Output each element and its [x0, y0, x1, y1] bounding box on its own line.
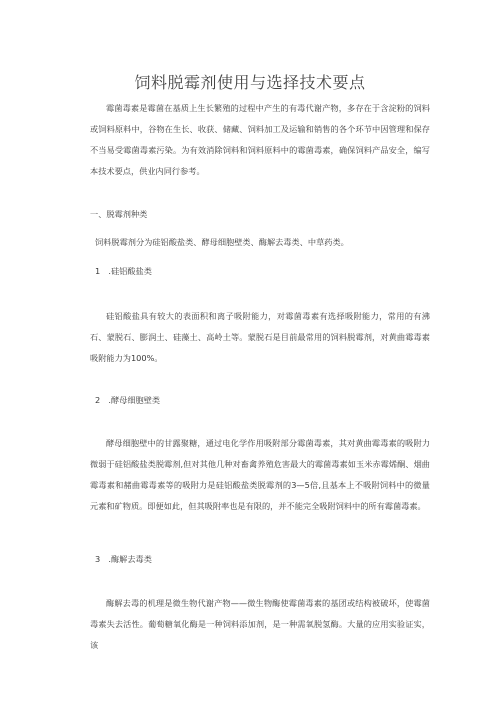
intro-paragraph: 霉菌毒素是霉菌在基质上生长繁殖的过程中产生的有毒代谢产物，多存在于含淀粉的饲料或饲料原料中，谷物在生长、收获、储藏、饲料加工及运输和销售的各个环节中因管理和保存不当易受霉菌毒素污染。为有效消除饲料和饲料原料中的霉菌毒素，确保饲料产品安全，编写本技术要点，供业内同行参考。 [90, 103, 430, 176]
enzymatic-paragraph: 酶解去毒的机理是微生物代谢产物——微生物酶使霉菌毒素的基团或结构被破坏，使霉菌毒素失去活性。葡萄糖氧化酶是一种饲料添加剂，是一种需氧脱氢酶。大量的应用实验证实，该 [90, 598, 430, 650]
types-summary: 饲料脱霉剂分为硅铝酸盐类、酵母细胞壁类、酶解去毒类、中草药类。 [95, 237, 349, 247]
section-heading-types: 一、脱霉剂种类 [90, 209, 148, 219]
subheading-enzymatic: 3 .酶解去毒类 [95, 554, 152, 564]
subheading-yeast-cell-wall: 2 .酵母细胞壁类 [95, 395, 161, 405]
subheading-aluminosilicate: 1 .硅铝酸盐类 [95, 266, 152, 276]
page-title: 饲料脱霉剂使用与选择技术要点 [134, 73, 366, 92]
yeast-cell-wall-paragraph: 酵母细胞壁中的甘露聚糖，通过电化学作用吸附部分霉菌毒素，其对黄曲霉毒素的吸附力微弱于硅铝酸盐类脱霉剂,但对其他几种对畜禽养殖危害最大的霉菌毒素如玉米赤霉烯酮、烟曲霉毒素和赭曲霉毒素等的吸附力是硅铝酸盐类脱霉剂的3—5倍,且基本上不吸附饲料中的微量元素和矿物质。即便如此，但其吸附率也是有限的，并不能完全吸附饲料中的所有霉菌毒素。 [90, 438, 430, 511]
aluminosilicate-paragraph: 硅铝酸盐具有较大的表面积和离子吸附能力，对霉菌毒素有选择吸附能力，常用的有沸石、蒙脱石、膨润土、硅藻土、高岭土等。蒙脱石是目前最常用的饲料脱霉剂，对黄曲霉毒素吸附能力为100%。 [90, 311, 430, 363]
